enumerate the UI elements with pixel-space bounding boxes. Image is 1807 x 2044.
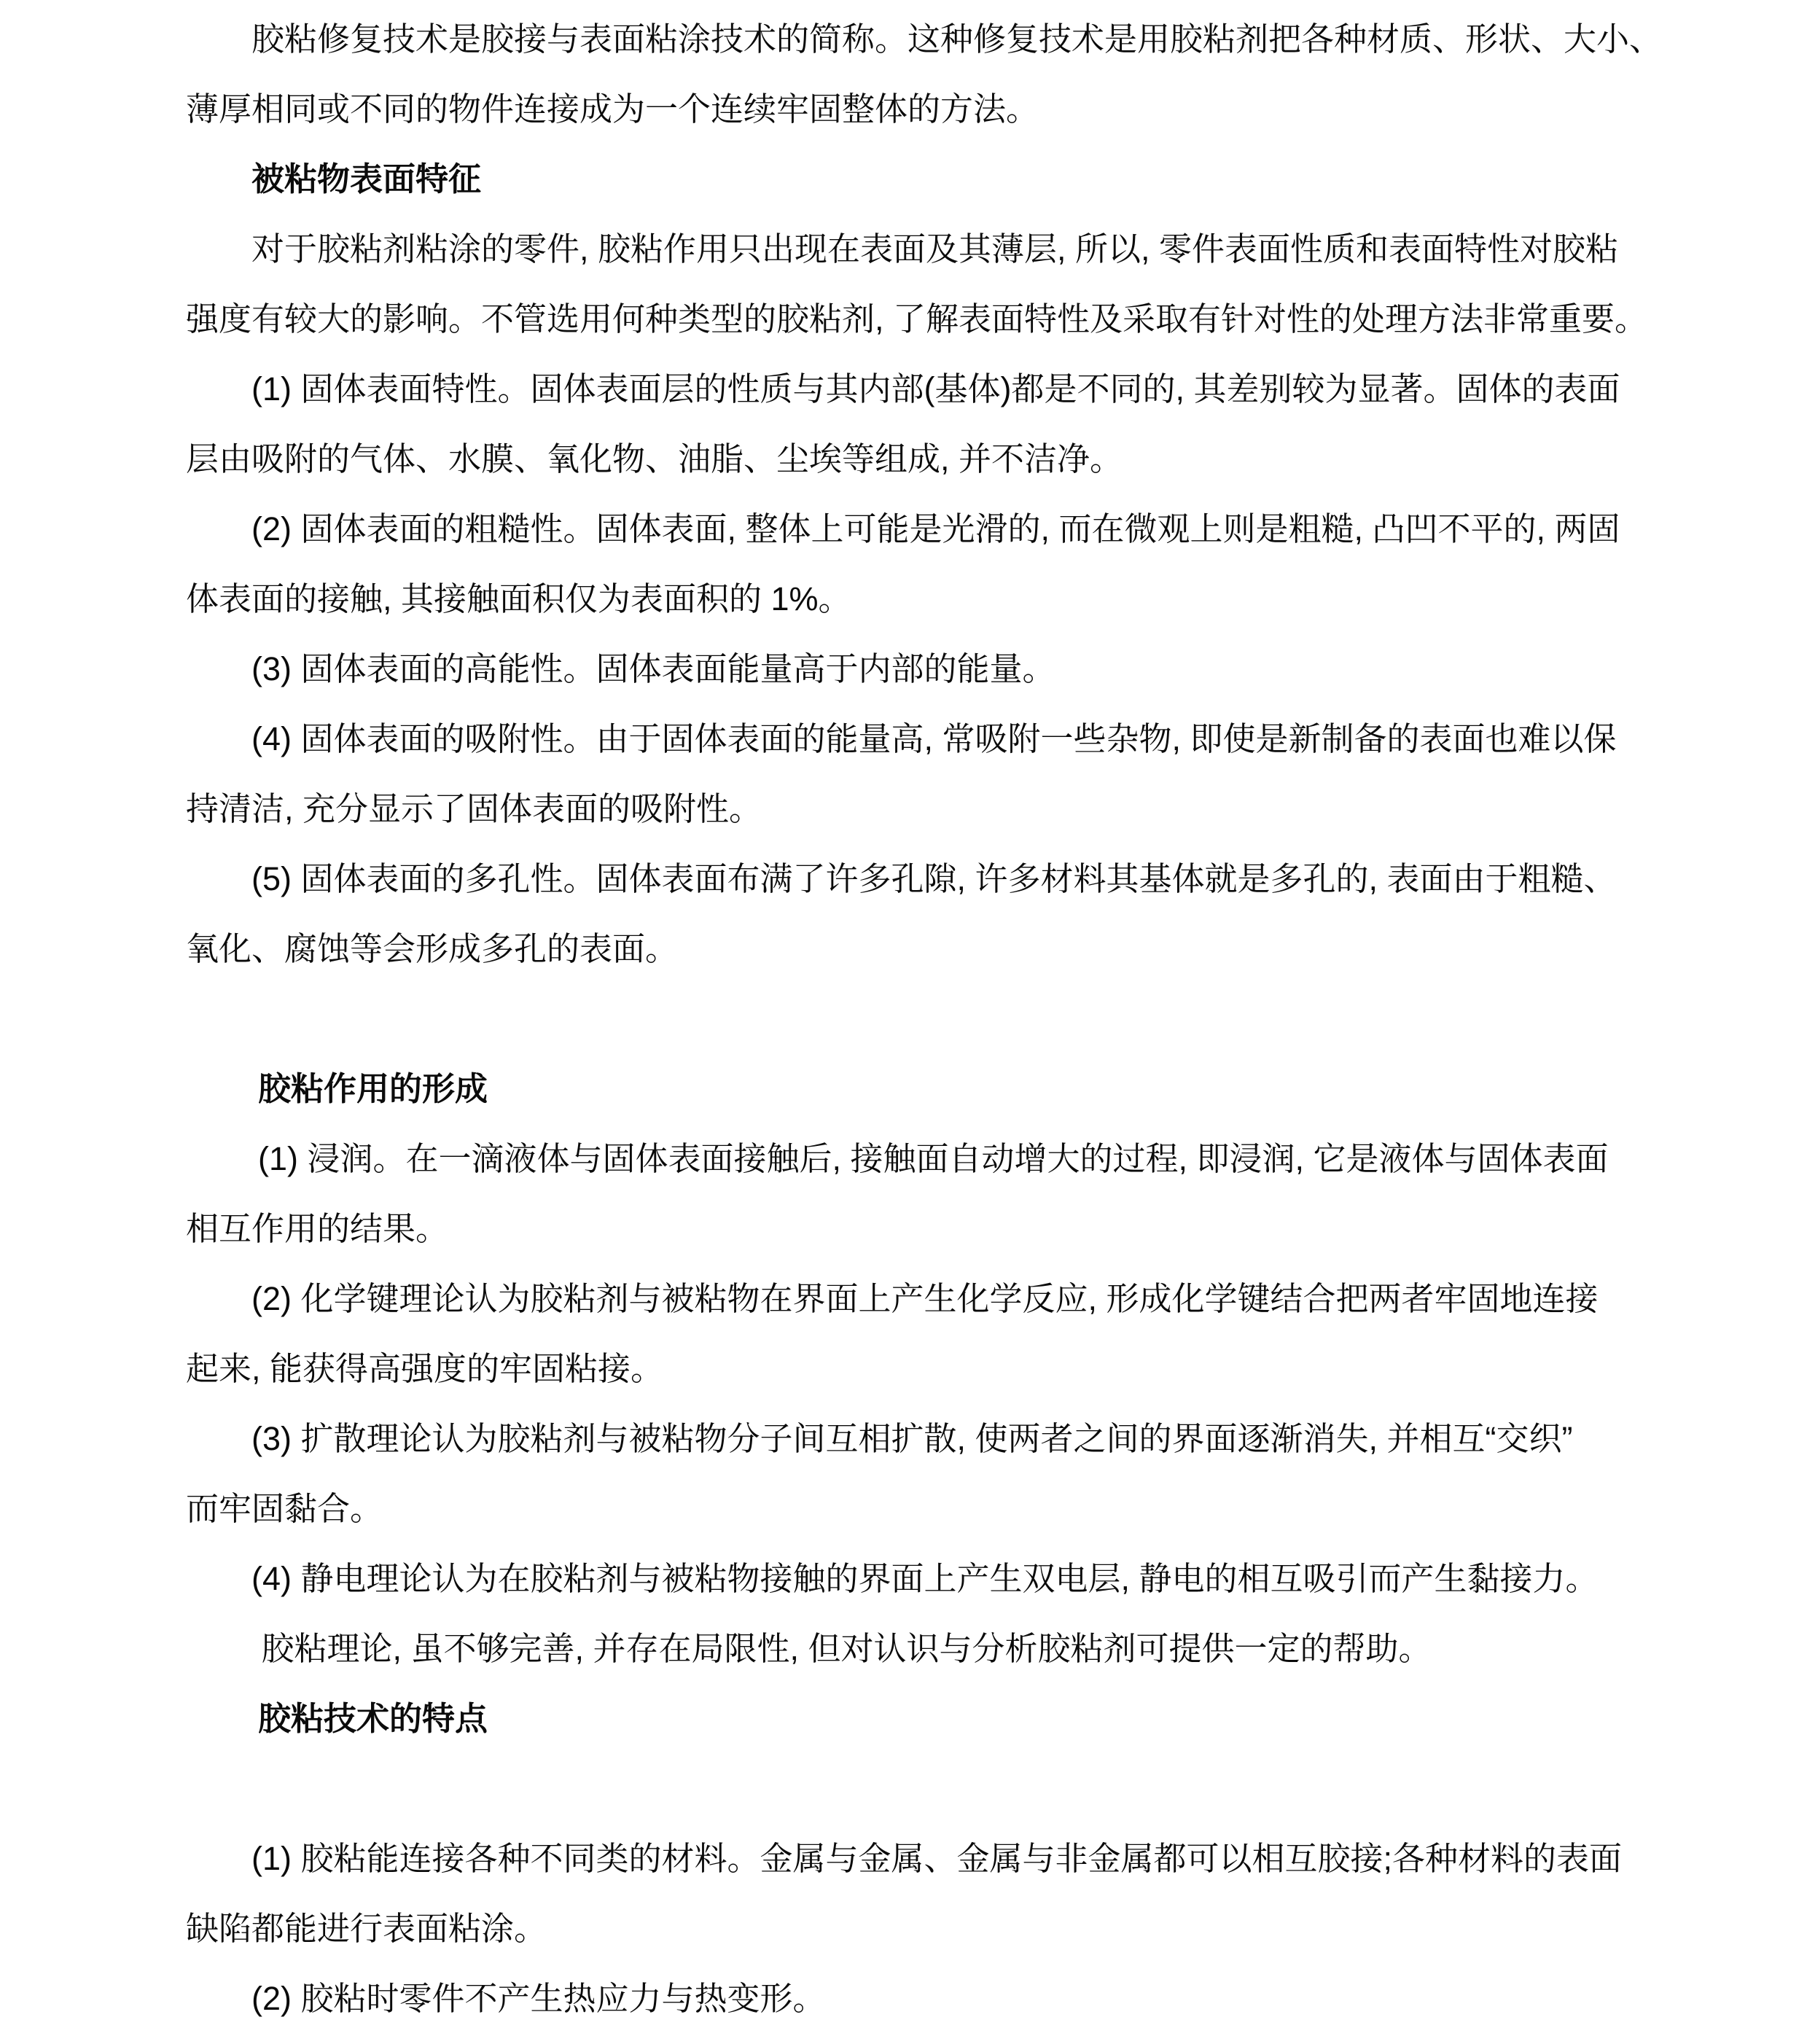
text-line: (1) 固体表面特性。固体表面层的性质与其内部(基体)都是不同的, 其差别较为显著。固体的表面 bbox=[251, 370, 1620, 407]
text-line: 氧化、腐蚀等会形成多孔的表面。 bbox=[186, 930, 679, 967]
text-line: (3) 固体表面的高能性。固体表面能量高于内部的能量。 bbox=[251, 650, 1055, 687]
text-line: 薄厚相同或不同的物件连接成为一个连续牢固整体的方法。 bbox=[186, 90, 1039, 128]
blank-line bbox=[186, 1754, 1643, 1824]
section-heading: 胶粘作用的形成 bbox=[258, 1070, 488, 1107]
text-line: 而牢固黏合。 bbox=[186, 1490, 383, 1527]
text-line: 胶粘理论, 虽不够完善, 并存在局限性, 但对认识与分析胶粘剂可提供一定的帮助。 bbox=[261, 1630, 1432, 1667]
text-line: 持清洁, 充分显示了固体表面的吸附性。 bbox=[186, 790, 762, 827]
text-line: 对于胶粘剂粘涂的零件, 胶粘作用只出现在表面及其薄层, 所以, 零件表面性质和表面特性对胶粘 bbox=[251, 230, 1619, 268]
text-line: (4) 静电理论认为在胶粘剂与被粘物接触的界面上产生双电层, 静电的相互吸引而产生黏接力。 bbox=[251, 1560, 1599, 1597]
text-line: 强度有较大的影响。不管选用何种类型的胶粘剂, 了解表面特性及采取有针对性的处理方法非常重要。 bbox=[186, 300, 1648, 338]
text-line: (2) 化学键理论认为胶粘剂与被粘物在界面上产生化学反应, 形成化学键结合把两者牢固地连接 bbox=[251, 1280, 1599, 1317]
text-line: (5) 固体表面的多孔性。固体表面布满了许多孔隙, 许多材料其基体就是多孔的, 表面由于粗糙、 bbox=[251, 860, 1617, 897]
section-heading: 被粘物表面特征 bbox=[251, 160, 482, 198]
section-heading: 胶粘技术的特点 bbox=[258, 1700, 488, 1737]
text-line: (3) 扩散理论认为胶粘剂与被粘物分子间互相扩散, 使两者之间的界面逐渐消失, 并相互“交织” bbox=[251, 1420, 1573, 1457]
text-line: 相互作用的结果。 bbox=[186, 1210, 449, 1247]
text-line: 胶粘修复技术是胶接与表面粘涂技术的简称。这种修复技术是用胶粘剂把各种材质、形状、大小、 bbox=[251, 20, 1663, 58]
text-line: 缺陷都能进行表面粘涂。 bbox=[186, 1910, 547, 1947]
text-line: 体表面的接触, 其接触面积仅为表面积的 1%。 bbox=[186, 580, 851, 617]
text-line: 起来, 能获得高强度的牢固粘接。 bbox=[186, 1350, 664, 1387]
text-line: 层由吸附的气体、水膜、氧化物、油脂、尘埃等组成, 并不洁净。 bbox=[186, 440, 1123, 477]
text-line: (2) 固体表面的粗糙性。固体表面, 整体上可能是光滑的, 而在微观上则是粗糙, 凸凹不平的, 两固 bbox=[251, 510, 1620, 547]
text-line: (4) 固体表面的吸附性。由于固体表面的能量高, 常吸附一些杂物, 即使是新制备的表面也难以保 bbox=[251, 720, 1617, 757]
text-line: (1) 胶粘能连接各种不同类的材料。金属与金属、金属与非金属都可以相互胶接;各种材料的表面 bbox=[251, 1840, 1623, 1877]
text-line: (1) 浸润。在一滴液体与固体表面接触后, 接触面自动增大的过程, 即浸润, 它是液体与固体表面 bbox=[258, 1140, 1609, 1177]
text-line: (2) 胶粘时零件不产生热应力与热变形。 bbox=[251, 1980, 826, 2017]
blank-line bbox=[186, 984, 1643, 1054]
